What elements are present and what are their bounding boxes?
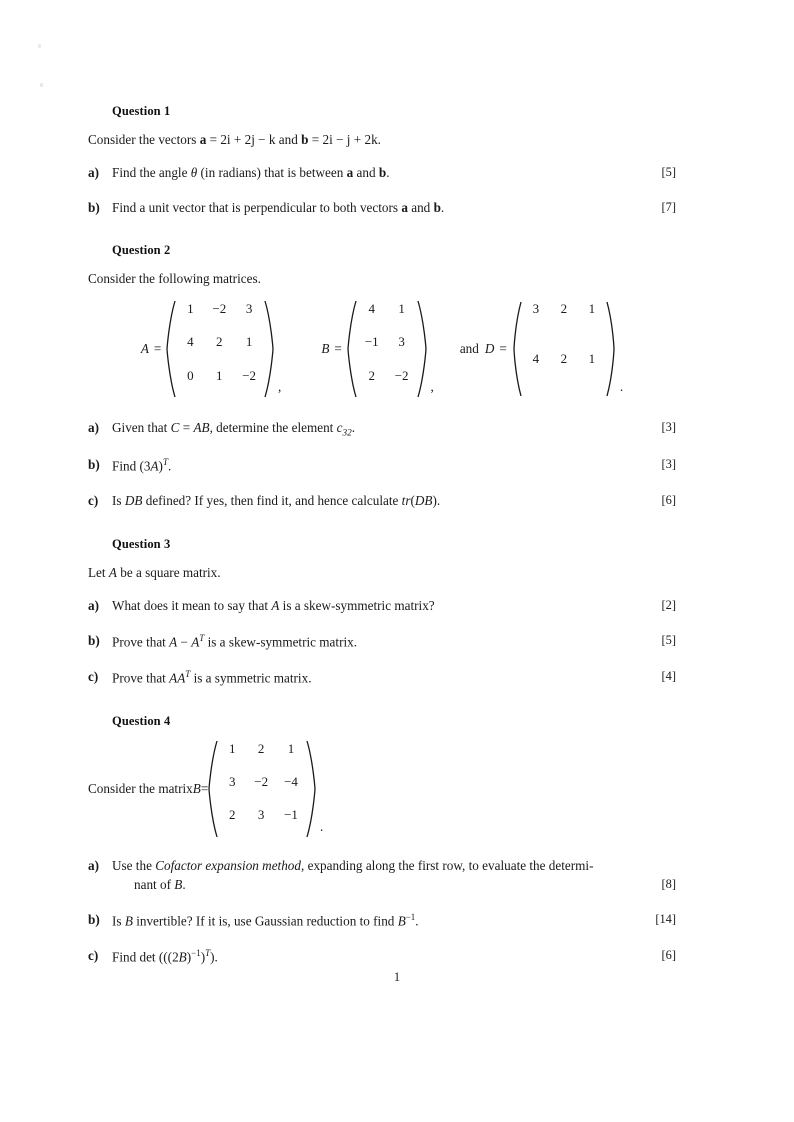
question-3-part-c: c) Prove that $AA^T$ is a symmetric matrix. [4] <box>88 668 676 686</box>
matrix-row: 3 −2 −4 <box>229 773 298 789</box>
matrix-B-q4 <box>208 739 316 839</box>
question-3-part-a: a) What does it mean to say that A is a skew-symmetric matrix? [2] <box>88 597 676 616</box>
question-4-part-c: c) Find $\det (((2B)^{-1})^T)$. [6] <box>88 947 676 965</box>
question-4-part-b: b) Is B invertible? If it is, use Gaussian reduction to find $B^{-1}$. [14] <box>88 911 676 928</box>
matrix-A: A = 1 −2 3 4 2 1 0 1 −2 , <box>141 299 281 399</box>
paren-right <box>264 299 274 399</box>
matrix-row: 4 2 1 <box>187 334 253 350</box>
matrix-row: 0 1 −2 <box>187 367 257 383</box>
question-2-part-a: a) Given that C = AB, determine the element $c_{32}$. [3] <box>88 420 676 439</box>
part-label: b) <box>88 199 100 215</box>
question-2-part-c: c) Is DB defined? If yes, then find it, and hence calculate tr(DB). [6] <box>88 492 676 511</box>
marks-badge: [7] <box>661 199 676 214</box>
paren-left <box>512 299 522 399</box>
paren-right <box>306 739 316 839</box>
question-3-block <box>88 537 676 688</box>
matrix-row: 2 −2 <box>368 367 409 383</box>
part-label: a) <box>88 165 99 180</box>
part-label: b) <box>88 457 100 473</box>
part-label: a) <box>88 858 99 874</box>
scan-speck-icon <box>40 83 43 87</box>
question-4-heading: Question 4 <box>112 714 171 729</box>
part-label: a) <box>88 420 99 436</box>
matrix-row: 1 2 1 <box>229 740 295 756</box>
marks-badge: [3] <box>661 420 676 435</box>
part-label: b) <box>88 632 100 648</box>
part-label: c) <box>88 668 99 684</box>
question-3-part-b: b) Prove that $A - A^T$ is a skew-symmetric matrix. [5] <box>88 632 676 650</box>
question-4-lead: Consider the matrix B = 1 2 1 3 −2 −4 2 3 −1 . <box>88 739 676 839</box>
question-1-part-b: b) Find a unit vector that is perpendicular to both vectors a and b. [7] <box>88 199 676 218</box>
matrix-row: 4 1 <box>368 300 405 316</box>
marks-badge: [14] <box>655 911 676 926</box>
matrix-B: B = 4 1 −1 3 2 −2 , <box>321 299 433 399</box>
paren-left <box>347 299 357 399</box>
paren-left <box>208 739 218 839</box>
marks-badge: [4] <box>661 668 676 683</box>
question-2-matrices <box>88 299 676 399</box>
question-1-heading: Question 1 <box>112 104 171 118</box>
marks-badge: [5] <box>661 632 676 647</box>
paren-left <box>166 299 176 399</box>
marks-badge: [6] <box>661 947 676 962</box>
question-4-block <box>88 714 676 967</box>
part-label: a) <box>88 598 99 614</box>
matrix-row: 1 −2 3 <box>187 300 253 316</box>
question-3-heading: Question 3 <box>112 537 171 552</box>
question-1-lead: Consider the vectors a = 2i + 2j − k and b = 2i − j + 2k. <box>88 132 381 147</box>
part-label: b) <box>88 911 100 927</box>
page-content <box>88 104 676 967</box>
marks-badge: [2] <box>661 598 676 613</box>
theta-symbol: θ <box>190 165 198 180</box>
part-label: c) <box>88 947 99 963</box>
marks-badge: [3] <box>661 457 676 472</box>
question-4-part-a: a) Use the Cofactor expansion method, expanding along the first row, to evaluate the determi- nant of B. [8] <box>88 858 676 892</box>
matrix-row: 4 2 1 <box>532 350 596 366</box>
question-1-block <box>88 104 676 217</box>
paren-right <box>417 299 427 399</box>
marks-badge: [8] <box>661 877 676 892</box>
question-2-block <box>88 243 676 511</box>
scan-speck-icon <box>38 44 41 48</box>
question-2-lead: Consider the following matrices. <box>88 271 261 287</box>
question-1-part-a: a) Find the angle θ (in radians) that is between a and b. [5] <box>88 164 676 183</box>
marks-badge: [5] <box>661 165 676 179</box>
question-2-heading: Question 2 <box>112 243 171 258</box>
question-2-part-b: b) Find $(3A)^T$. [3] <box>88 457 676 474</box>
question-3-lead: Let A be a square matrix. <box>88 565 221 581</box>
matrix-D: and D = 3 2 1 4 2 1 . <box>460 299 623 399</box>
part-label: c) <box>88 493 99 509</box>
marks-badge: [6] <box>661 493 676 508</box>
matrix-row: 2 3 −1 <box>229 807 298 823</box>
paren-right <box>606 299 616 399</box>
page-number: 1 <box>393 970 401 984</box>
matrix-row: 3 2 1 <box>532 300 596 316</box>
matrix-row: −1 3 <box>364 334 405 350</box>
